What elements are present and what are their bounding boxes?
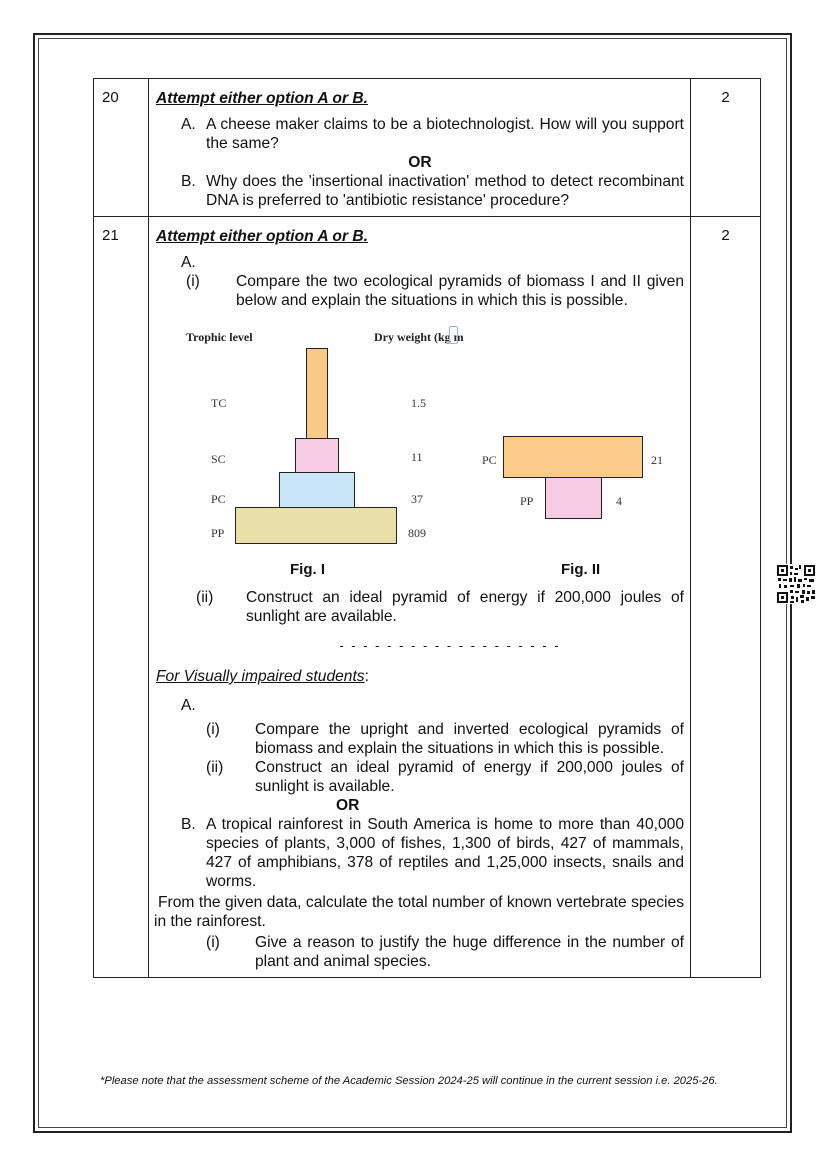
instruction: Attempt either option A or B. [156,228,368,245]
figures-area [156,310,684,580]
trophic-level-header: Trophic level [186,330,253,344]
fig1-level-label: PC [211,492,226,506]
vi-option-b [181,815,684,891]
part-text: Compare the two ecological pyramids of biomass I and II given below and explain the situations in which this is possible. [236,273,684,309]
part-text: Compare the upright and inverted ecological pyramids of biomass and explain the situations in which this is possible. [255,721,684,757]
fig1-level-value: 37 [411,492,423,506]
vi-heading-colon: : [364,668,369,685]
part-ii [196,588,684,626]
vi-b-part-i [206,933,684,971]
option-a-label: A. [181,254,196,271]
part-number: (ii) [196,589,214,606]
fig1-level-label: TC [211,396,227,410]
part-text: Construct an ideal pyramid of energy if 200,000 joules of sunlight are available. [246,589,684,625]
fig1-level-value: 11 [411,450,423,464]
fig1-level-value: 809 [408,526,426,540]
vi-option-a-label: A. [181,697,196,714]
fig1-level-label: PP [211,526,225,540]
fig2-level-label: PC [482,453,497,467]
part-number: (ii) [206,759,224,776]
fig2-pc-bar [503,436,643,478]
option-text: A tropical rainforest in South America is home to more than 40,000 species of plants, 3,000 of fishes, 1,300 of birds, 427 of mammals, 427 of amphibians, 378 of reptiles and 1,25,000 insects, snails and worms. [206,816,684,890]
unit-superscript-icon [449,326,458,344]
question-row-20 [94,79,761,217]
marks: 2 [691,217,761,978]
option-text: Why does the 'insertional inactivation' method to detect recombinant DNA is preferred to 'antibiotic resistance' procedure? [206,173,684,209]
sc-bar [295,438,339,473]
part-number: (i) [186,273,200,290]
vi-part-ii [206,758,684,796]
fig2-level-label: PP [520,494,534,508]
option-label: B. [181,816,196,833]
figure-caption: Fig. II [561,561,601,578]
question-number: 21 [94,217,149,978]
pc-bar [279,472,355,508]
or-separator: OR [408,154,432,171]
question-body [149,217,691,978]
footnote: *Please note that the assessment scheme of the Academic Session 2024-25 will continue in the current session i.e. 2025-26. [100,1075,718,1087]
fig2-level-value: 4 [616,494,622,508]
vi-part-i [206,720,684,758]
option-a [181,115,684,153]
part-number: (i) [206,934,220,951]
fig1-level-label: SC [211,452,226,466]
option-text: A cheese maker claims to be a biotechnologist. How will you support the same? [206,116,684,152]
qr-code-icon [776,564,816,604]
pp-bar [235,507,397,544]
part-text: Give a reason to justify the huge difference in the number of plant and animal species. [255,934,684,970]
vi-heading: For Visually impaired students [156,668,365,685]
vi-data-text: From the given data, calculate the total number of known vertebrate species in the rainforest. [154,894,684,930]
dry-weight-header: Dry weight (kg m [374,330,464,344]
option-label: A. [181,116,196,133]
figure-caption: Fig. I [290,561,325,578]
question-table [93,78,761,978]
part-i [186,272,684,310]
fig2-pp-bar [545,477,602,519]
fig2-level-value: 21 [651,453,663,467]
question-row-21 [94,217,761,978]
option-b [181,172,684,210]
part-number: (i) [206,721,220,738]
fig1-level-value: 1.5 [411,396,426,410]
vi-heading-line [156,667,684,686]
instruction: Attempt either option A or B. [156,90,368,107]
question-number: 20 [94,79,149,217]
part-text: Construct an ideal pyramid of energy if 200,000 joules of sunlight is available. [255,759,684,795]
question-body [149,79,691,217]
section-separator: - - - - - - - - - - - - - - - - - - - [339,638,561,653]
tc-bar [306,348,328,439]
or-separator: OR [336,797,360,814]
option-label: B. [181,173,196,190]
marks: 2 [691,79,761,217]
